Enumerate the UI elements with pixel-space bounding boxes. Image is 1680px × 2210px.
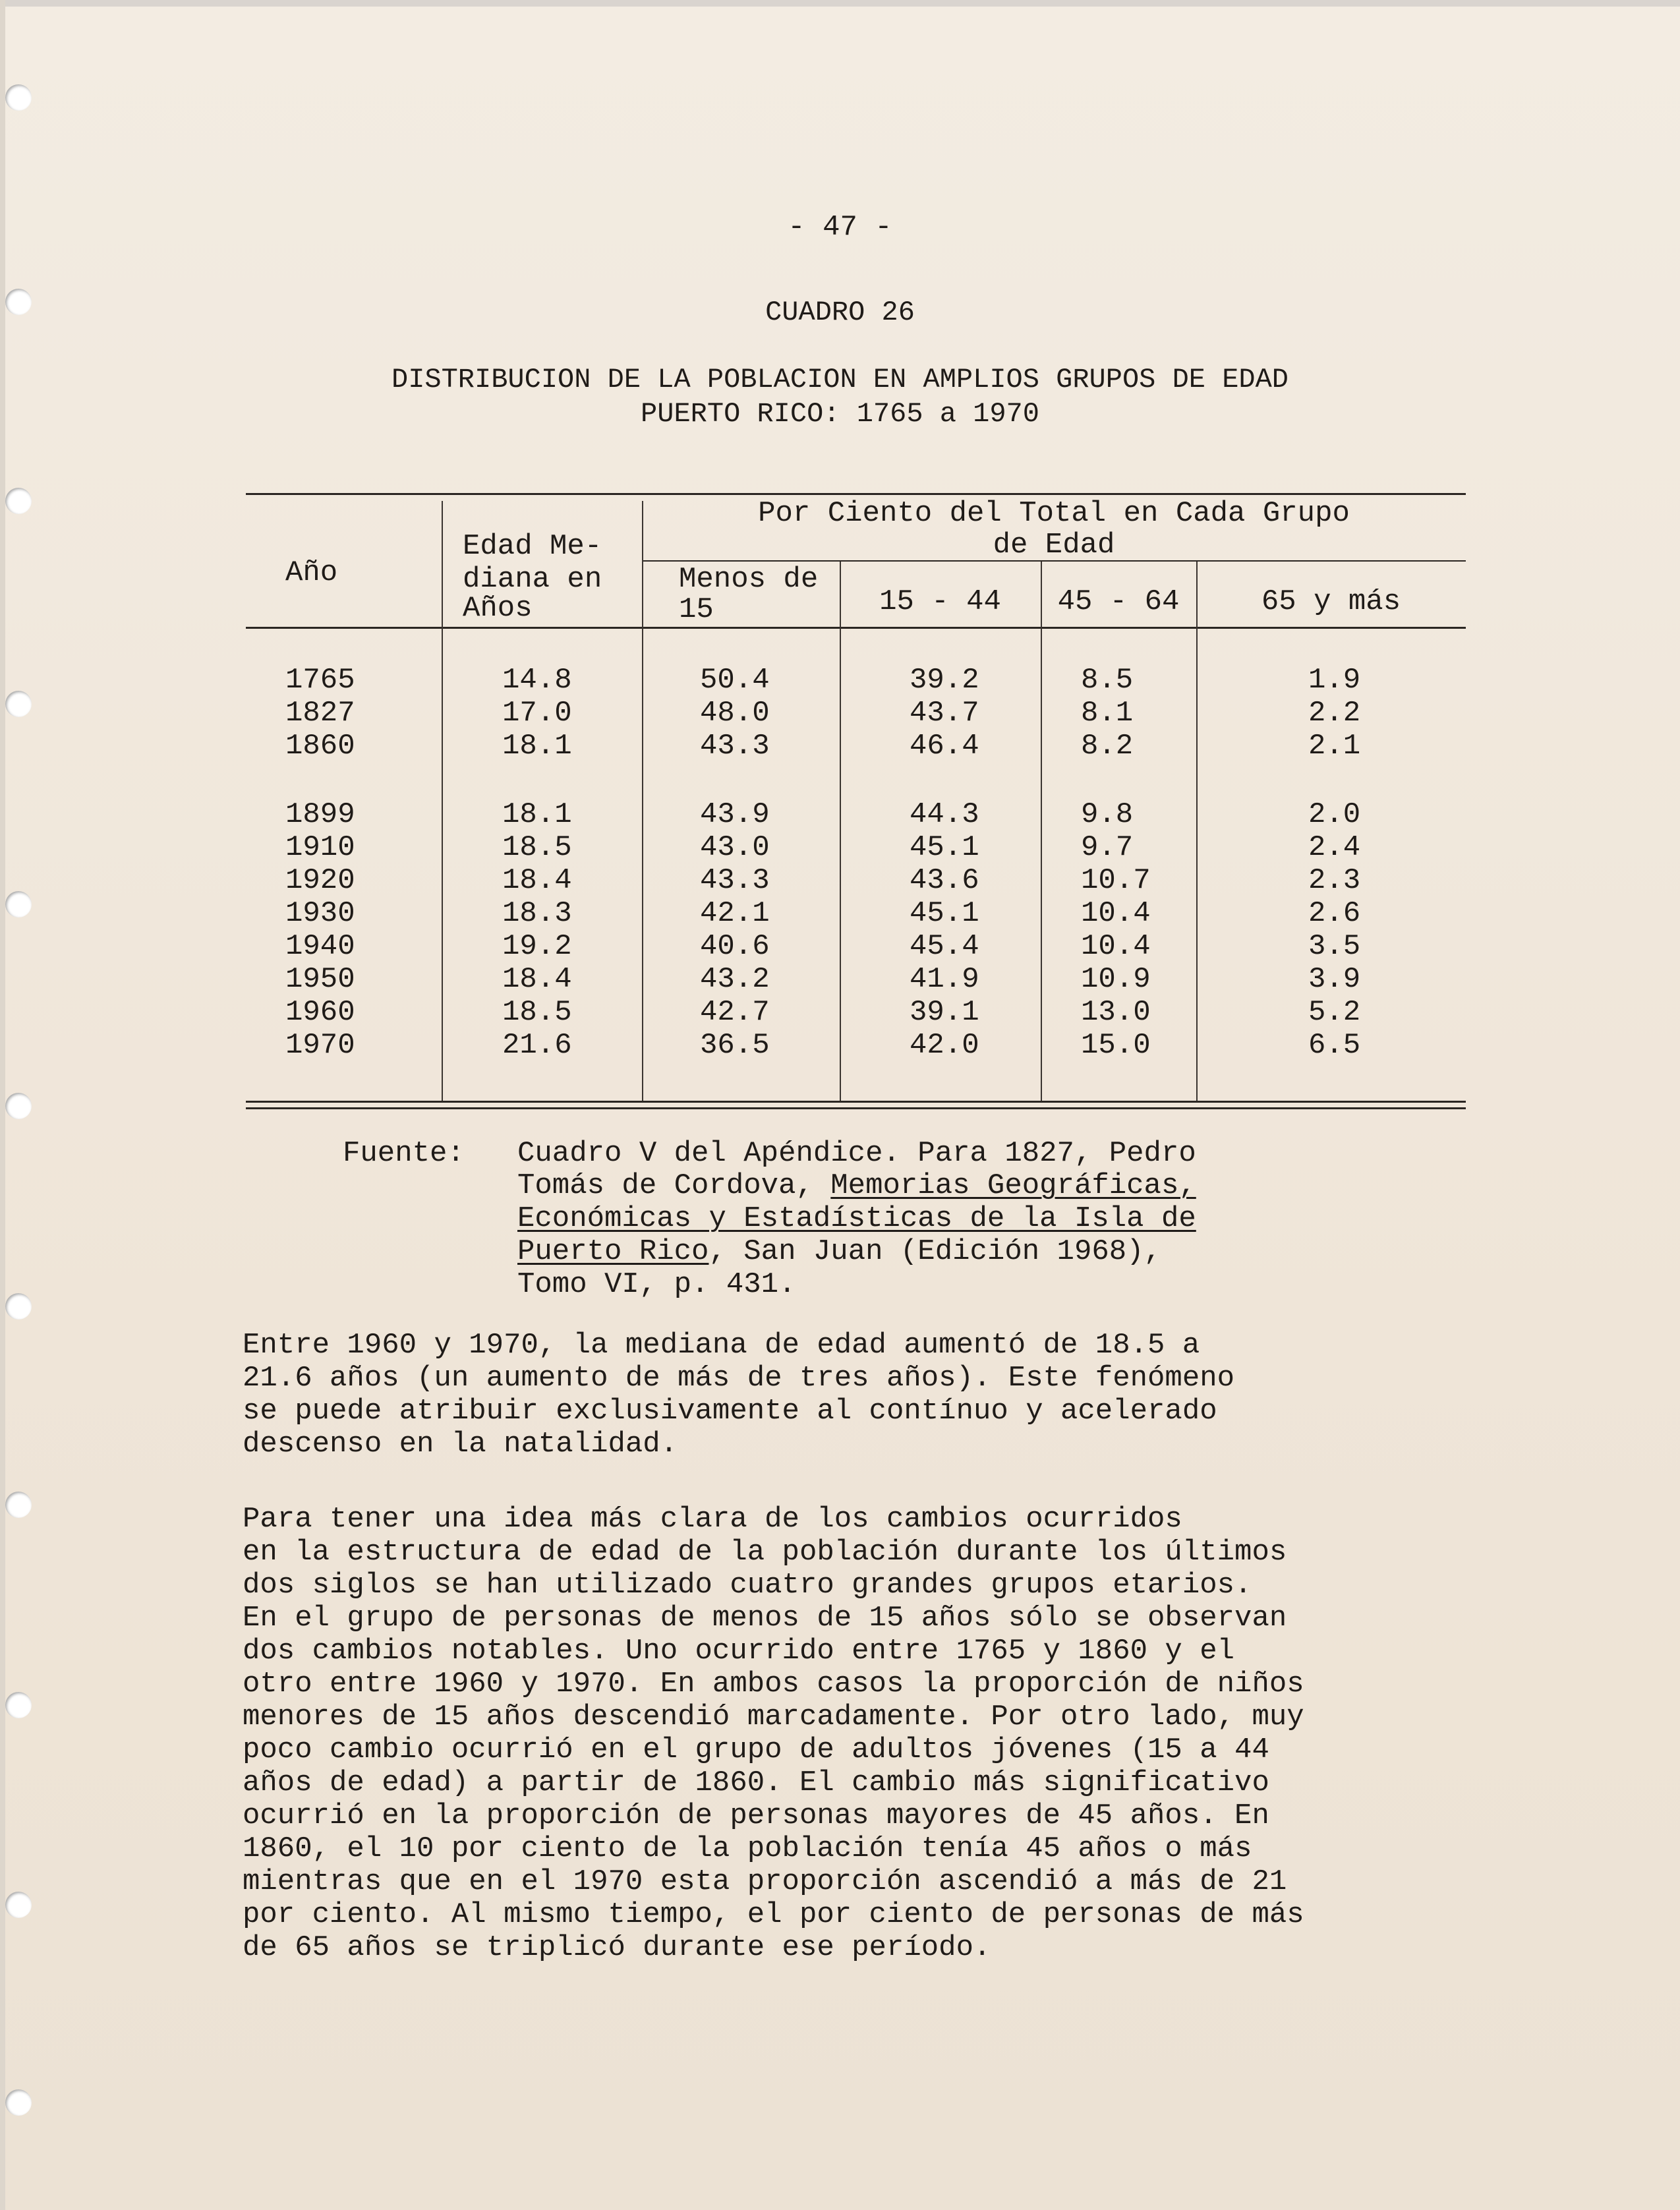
cell-year: 1860	[285, 730, 355, 763]
binder-hole-icon	[5, 84, 32, 111]
binder-hole-icon	[5, 891, 32, 917]
cell-under15: 43.3	[700, 864, 770, 897]
text-line: dos cambios notables. Uno ocurrido entre 1765 y 1860 y el	[243, 1635, 1235, 1668]
cell-under15: 40.6	[700, 930, 770, 963]
text-line: mientras que en el 1970 esta proporción ascendió a más de 21	[243, 1865, 1287, 1898]
cell-median: 18.5	[502, 996, 572, 1029]
cell-65-plus: 3.5	[1308, 930, 1361, 963]
cell-year: 1950	[285, 963, 355, 996]
binder-hole-icon	[5, 488, 32, 514]
header-15-44: 15 - 44	[879, 585, 1001, 618]
page-left-edge	[0, 0, 5, 2210]
cell-65-plus: 2.4	[1308, 831, 1361, 864]
table-bottom-rule	[246, 1101, 1466, 1103]
source-title-text: Económicas y Estadísticas de la Isla de	[517, 1202, 1196, 1235]
cell-65-plus: 3.9	[1308, 963, 1361, 996]
cell-under15: 43.0	[700, 831, 770, 864]
column-divider	[642, 501, 643, 1101]
cell-65-plus: 2.3	[1308, 864, 1361, 897]
header-45-64: 45 - 64	[1057, 585, 1180, 618]
text-line: Entre 1960 y 1970, la mediana de edad aumentó de 18.5 a	[243, 1329, 1200, 1362]
text-line: 1860, el 10 por ciento de la población tenía 45 años o más	[243, 1832, 1252, 1865]
text-line: menores de 15 años descendió marcadamente. Por otro lado, muy	[243, 1701, 1304, 1733]
text-line: Para tener una idea más clara de los cambios ocurridos	[243, 1503, 1182, 1536]
text-line: En el grupo de personas de menos de 15 años sólo se observan	[243, 1602, 1287, 1635]
cell-year: 1960	[285, 996, 355, 1029]
binder-hole-icon	[5, 691, 32, 717]
column-divider	[1041, 562, 1042, 1101]
text-line: se puede atribuir exclusivamente al contínuo y acelerado	[243, 1395, 1217, 1428]
text-line: de 65 años se triplicó durante ese período.	[243, 1931, 991, 1964]
cell-under15: 50.4	[700, 664, 770, 697]
source-text: , San Juan (Edición 1968),	[709, 1235, 1161, 1268]
header-median-line1: Edad Me-	[463, 530, 602, 563]
cell-45-64: 10.4	[1081, 897, 1151, 930]
cell-under15: 48.0	[700, 697, 770, 730]
cell-year: 1827	[285, 697, 355, 730]
cell-under15: 43.9	[700, 798, 770, 831]
cell-median: 18.1	[502, 798, 572, 831]
cell-15-44: 42.0	[910, 1029, 979, 1062]
cell-15-44: 43.7	[910, 697, 979, 730]
cell-65-plus: 1.9	[1308, 664, 1361, 697]
paragraph-2	[243, 1503, 1455, 1964]
text-line: dos siglos se han utilizado cuatro grandes grupos etarios.	[243, 1569, 1252, 1602]
cell-under15: 42.1	[700, 897, 770, 930]
table-subtitle: PUERTO RICO: 1765 a 1970	[641, 398, 1039, 430]
binder-hole-icon	[5, 1293, 32, 1320]
text-line: ocurrió en la proporción de personas mayores de 45 años. En	[243, 1799, 1269, 1832]
table-label: CUADRO 26	[765, 297, 915, 328]
source-title-text: Puerto Rico	[517, 1235, 709, 1268]
text-line: 21.6 años (un aumento de más de tres años). Este fenómeno	[243, 1362, 1235, 1395]
header-median-line3: Años	[463, 592, 533, 625]
cell-median: 17.0	[502, 697, 572, 730]
header-under15-line2: 15	[679, 593, 714, 626]
header-under15-line1: Menos de	[679, 563, 819, 596]
cell-45-64: 8.2	[1081, 730, 1134, 763]
cell-45-64: 9.8	[1081, 798, 1134, 831]
cell-year: 1920	[285, 864, 355, 897]
source-title-text: Memorias Geográficas,	[830, 1169, 1196, 1202]
table-bottom-rule-double	[246, 1107, 1466, 1109]
cell-15-44: 45.4	[910, 930, 979, 963]
source-text: Tomás de Cordova,	[517, 1169, 831, 1202]
binder-hole-icon	[5, 1692, 32, 1718]
cell-45-64: 10.7	[1081, 864, 1151, 897]
cell-65-plus: 6.5	[1308, 1029, 1361, 1062]
source-label: Fuente:	[343, 1137, 465, 1170]
cell-65-plus: 2.1	[1308, 730, 1361, 763]
cell-15-44: 39.1	[910, 996, 979, 1029]
binder-hole-icon	[5, 1093, 32, 1119]
cell-median: 19.2	[502, 930, 572, 963]
header-bottom-rule	[246, 627, 1466, 629]
table-title: DISTRIBUCION DE LA POBLACION EN AMPLIOS GRUPOS DE EDAD	[391, 364, 1289, 395]
cell-65-plus: 2.2	[1308, 697, 1361, 730]
cell-under15: 43.2	[700, 963, 770, 996]
header-group-subtitle: de Edad	[993, 529, 1115, 562]
cell-15-44: 45.1	[910, 831, 979, 864]
cell-65-plus: 2.6	[1308, 897, 1361, 930]
cell-45-64: 10.9	[1081, 963, 1151, 996]
cell-45-64: 10.4	[1081, 930, 1151, 963]
cell-year: 1765	[285, 664, 355, 697]
page-top-edge	[0, 0, 1680, 7]
cell-median: 18.5	[502, 831, 572, 864]
text-line: poco cambio ocurrió en el grupo de adultos jóvenes (15 a 44	[243, 1733, 1269, 1766]
binder-hole-icon	[5, 1492, 32, 1518]
cell-year: 1970	[285, 1029, 355, 1062]
source-line: Tomo VI, p. 431.	[517, 1268, 796, 1301]
source-line	[517, 1169, 1196, 1202]
text-line: otro entre 1960 y 1970. En ambos casos la proporción de niños	[243, 1668, 1304, 1701]
binder-hole-icon	[5, 2089, 32, 2116]
source-line	[517, 1235, 1161, 1268]
header-group-title: Por Ciento del Total en Cada Grupo	[758, 497, 1350, 530]
cell-45-64: 13.0	[1081, 996, 1151, 1029]
cell-under15: 36.5	[700, 1029, 770, 1062]
binder-hole-icon	[5, 1892, 32, 1918]
column-divider	[1196, 562, 1198, 1101]
cell-15-44: 46.4	[910, 730, 979, 763]
cell-median: 18.4	[502, 864, 572, 897]
cell-median: 18.4	[502, 963, 572, 996]
paragraph-1	[243, 1329, 1455, 1461]
table-top-rule	[246, 493, 1466, 495]
cell-year: 1940	[285, 930, 355, 963]
cell-15-44: 41.9	[910, 963, 979, 996]
cell-year: 1930	[285, 897, 355, 930]
cell-65-plus: 2.0	[1308, 798, 1361, 831]
cell-under15: 43.3	[700, 730, 770, 763]
text-line: descenso en la natalidad.	[243, 1428, 678, 1461]
cell-45-64: 8.5	[1081, 664, 1134, 697]
cell-median: 18.1	[502, 730, 572, 763]
cell-45-64: 9.7	[1081, 831, 1134, 864]
cell-45-64: 8.1	[1081, 697, 1134, 730]
header-year: Año	[285, 556, 338, 589]
text-line: en la estructura de edad de la población durante los últimos	[243, 1536, 1287, 1569]
source-line: Cuadro V del Apéndice. Para 1827, Pedro	[517, 1137, 1196, 1170]
header-65-plus: 65 y más	[1261, 585, 1401, 618]
text-line: años de edad) a partir de 1860. El cambio más significativo	[243, 1766, 1269, 1799]
cell-15-44: 45.1	[910, 897, 979, 930]
cell-15-44: 43.6	[910, 864, 979, 897]
column-divider	[442, 501, 443, 1101]
text-line: por ciento. Al mismo tiempo, el por ciento de personas de más	[243, 1898, 1304, 1931]
cell-under15: 42.7	[700, 996, 770, 1029]
column-divider	[840, 562, 841, 1101]
cell-year: 1910	[285, 831, 355, 864]
cell-median: 21.6	[502, 1029, 572, 1062]
cell-year: 1899	[285, 798, 355, 831]
cell-45-64: 15.0	[1081, 1029, 1151, 1062]
cell-median: 14.8	[502, 664, 572, 697]
header-median-line2: diana en	[463, 563, 602, 596]
cell-15-44: 44.3	[910, 798, 979, 831]
cell-median: 18.3	[502, 897, 572, 930]
cell-15-44: 39.2	[910, 664, 979, 697]
page-number: - 47 -	[788, 211, 892, 244]
cell-65-plus: 5.2	[1308, 996, 1361, 1029]
